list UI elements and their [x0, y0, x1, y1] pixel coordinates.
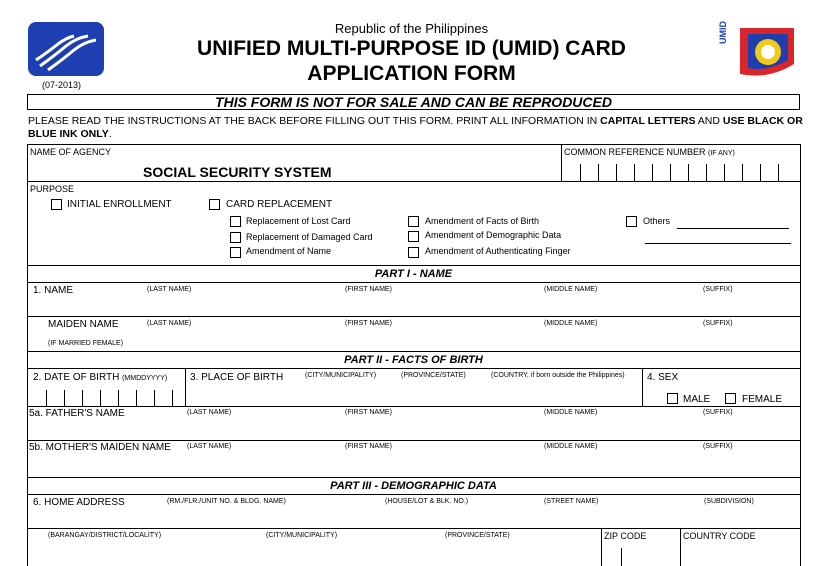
instructions-text-1: PLEASE READ THE INSTRUCTIONS AT THE BACK BEFORE FILLING OUT THIS FORM. PRINT ALL INFORMATION IN — [28, 115, 601, 127]
amend-birth-checkbox[interactable] — [408, 216, 419, 227]
father-last-hint: (LAST NAME) — [187, 409, 232, 416]
crn-hint: (IF ANY) — [708, 150, 735, 157]
dob-hint: (MMDDYYYY) — [122, 375, 168, 382]
father-row-rule — [27, 440, 800, 441]
amend-name-label: Amendment of Name — [246, 246, 332, 256]
mother-middle-hint: (MIDDLE NAME) — [544, 443, 598, 450]
card-replacement-checkbox[interactable] — [209, 199, 220, 210]
zip-divider — [601, 528, 602, 566]
address-street-hint: (STREET NAME) — [544, 498, 599, 505]
name-middle-hint: (MIDDLE NAME) — [544, 286, 598, 293]
female-label: FEMALE — [742, 394, 783, 405]
crn-input[interactable] — [562, 160, 800, 181]
sex-label: 4. SEX — [647, 372, 679, 383]
address-province-hint: (PROVINCE/STATE) — [445, 532, 510, 539]
instructions-bold-2: USE BLACK OR BLUE INK ONLY — [28, 115, 803, 140]
country-code-divider — [680, 528, 681, 566]
others-label: Others — [643, 216, 671, 226]
amend-name-checkbox[interactable] — [230, 247, 241, 258]
part3-title: PART III - DEMOGRAPHIC DATA — [330, 480, 497, 492]
form-title-line2: APPLICATION FORM — [307, 62, 516, 85]
maiden-first-hint: (FIRST NAME) — [345, 320, 392, 327]
address-rm-hint: (RM./FLR./UNIT NO. & BLDG. NAME) — [167, 498, 286, 505]
address-row-rule — [27, 528, 800, 529]
pob-province-hint: (PROVINCE/STATE) — [401, 372, 466, 379]
address-barangay-hint: (BARANGAY/DISTRICT/LOCALITY) — [48, 532, 162, 539]
instructions-bold-1: CAPITAL LETTERS — [600, 115, 696, 127]
damaged-card-label: Replacement of Damaged Card — [246, 232, 373, 242]
form-top-border — [27, 144, 800, 145]
pob-label: 3. PLACE OF BIRTH — [190, 372, 284, 383]
part2-title: PART II - FACTS OF BIRTH — [344, 354, 483, 366]
maiden-middle-hint: (MIDDLE NAME) — [544, 320, 598, 327]
card-replacement-label: CARD REPLACEMENT — [226, 199, 333, 210]
amend-finger-checkbox[interactable] — [408, 247, 419, 258]
female-checkbox[interactable] — [725, 393, 736, 404]
home-address-label: 6. HOME ADDRESS — [33, 497, 125, 508]
purpose-label: PURPOSE — [30, 184, 75, 194]
lost-card-label: Replacement of Lost Card — [246, 216, 351, 226]
mother-last-hint: (LAST NAME) — [187, 443, 232, 450]
mother-label: 5b. MOTHER'S MAIDEN NAME — [29, 442, 171, 453]
others-line-1[interactable] — [677, 228, 789, 229]
dob-label — [33, 372, 167, 383]
initial-enrollment-label: INITIAL ENROLLMENT — [67, 199, 172, 210]
name-suffix-hint: (SUFFIX) — [703, 286, 733, 293]
father-middle-hint: (MIDDLE NAME) — [544, 409, 598, 416]
agency-value[interactable]: SOCIAL SECURITY SYSTEM — [143, 164, 332, 180]
country-code-label: COUNTRY CODE — [683, 531, 756, 541]
instructions — [28, 115, 803, 141]
sex-divider — [642, 368, 643, 407]
crn-label-text: COMMON REFERENCE NUMBER — [564, 147, 706, 157]
address-city-hint: (CITY/MUNICIPALITY) — [266, 532, 338, 539]
name-last-hint: (LAST NAME) — [147, 286, 192, 293]
pob-city-hint: (CITY/MUNICIPALITY) — [305, 372, 377, 379]
name-row-rule — [27, 316, 800, 317]
amend-finger-label: Amendment of Authenticating Finger — [425, 246, 571, 256]
others-line-2[interactable] — [645, 243, 791, 244]
agency-label: NAME OF AGENCY — [30, 147, 112, 157]
dob-input[interactable] — [28, 386, 184, 406]
father-suffix-hint: (SUFFIX) — [703, 409, 733, 416]
amend-birth-label: Amendment of Facts of Birth — [425, 216, 540, 226]
male-label: MALE — [683, 394, 711, 405]
zip-code-label: ZIP CODE — [604, 531, 647, 541]
form-title-line1: UNIFIED MULTI-PURPOSE ID (UMID) CARD — [197, 37, 626, 60]
maiden-name-label: MAIDEN NAME — [48, 319, 119, 330]
form-right-border — [800, 144, 801, 566]
maiden-suffix-hint: (SUFFIX) — [703, 320, 733, 327]
address-subdivision-hint: (SUBDIVISION) — [704, 498, 754, 505]
umid-logo-text: UMID — [718, 21, 728, 44]
others-checkbox[interactable] — [626, 216, 637, 227]
republic-line: Republic of the Philippines — [334, 21, 489, 36]
not-for-sale-banner: THIS FORM IS NOT FOR SALE AND CAN BE REPRODUCED — [215, 94, 612, 110]
amend-demographic-label: Amendment of Demographic Data — [425, 230, 562, 240]
crn-label — [564, 147, 735, 157]
instructions-text-2: AND — [695, 115, 723, 127]
amend-demographic-checkbox[interactable] — [408, 231, 419, 242]
part3-header — [27, 477, 800, 495]
birth-row-rule — [27, 406, 800, 407]
pob-country-hint: (COUNTRY, if born outside the Philippines) — [491, 372, 625, 379]
damaged-card-checkbox[interactable] — [230, 232, 241, 243]
maiden-last-hint: (LAST NAME) — [147, 320, 192, 327]
address-house-hint: (HOUSE/LOT & BLK. NO.) — [385, 498, 469, 505]
part2-header — [27, 351, 800, 369]
male-checkbox[interactable] — [667, 393, 678, 404]
name-label: 1. NAME — [33, 285, 74, 296]
agency-bottom-rule — [27, 181, 800, 182]
father-first-hint: (FIRST NAME) — [345, 409, 392, 416]
father-label: 5a. FATHER'S NAME — [29, 408, 125, 419]
umid-logo — [728, 24, 798, 80]
maiden-married-hint: (IF MARRIED FEMALE) — [48, 340, 124, 347]
mother-suffix-hint: (SUFFIX) — [703, 443, 733, 450]
zip-tick — [621, 548, 622, 566]
mother-first-hint: (FIRST NAME) — [345, 443, 392, 450]
dob-divider — [185, 368, 186, 407]
lost-card-checkbox[interactable] — [230, 216, 241, 227]
instructions-text-3: . — [108, 128, 112, 140]
part1-title: PART I - NAME — [374, 268, 453, 280]
part1-header — [27, 265, 800, 283]
form-code: (07-2013) — [42, 80, 82, 90]
initial-enrollment-checkbox[interactable] — [51, 199, 62, 210]
dob-label-text: 2. DATE OF BIRTH — [33, 372, 120, 383]
name-first-hint: (FIRST NAME) — [345, 286, 392, 293]
